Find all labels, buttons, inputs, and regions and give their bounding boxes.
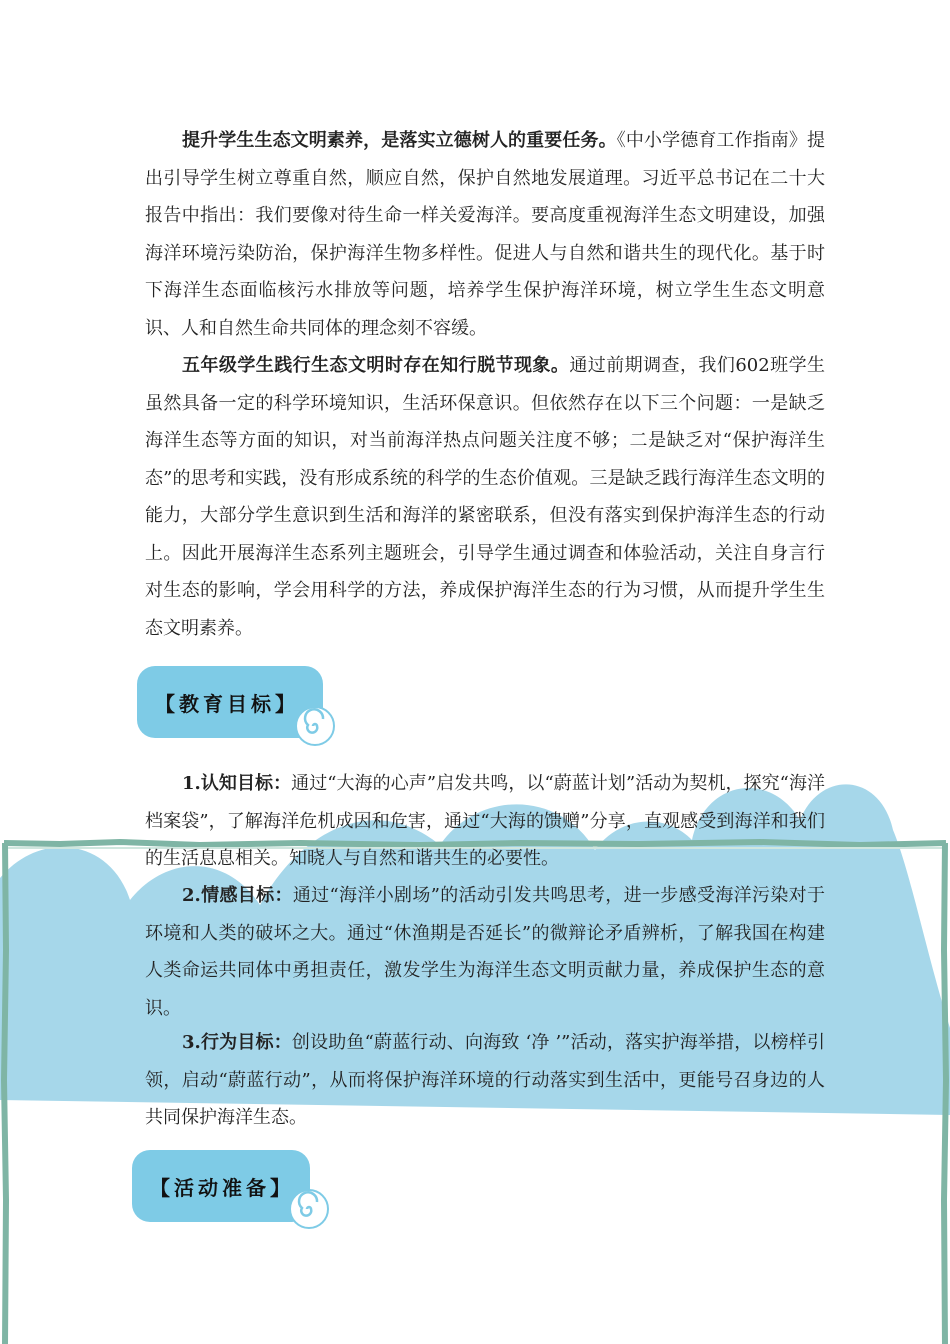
goal-cognitive — [145, 765, 825, 878]
goal-behavioral-text: 创设助鱼“蔚蓝行动、向海致 ‘净 ’”活动，落实护海举措，以榜样引领，启动“蔚蓝行动”，从而将保护海洋环境的行动落实到生活中，更能号召身边的人共同保护海洋生态。 — [145, 1032, 825, 1128]
goal-emotional-text: 通过“海洋小剧场”的活动引发共鸣思考，进一步感受海洋污染对于环境和人类的破坏之大。通过“休渔期是否延长”的微辩论矛盾辨析，了解我国在构建人类命运共同体中勇担责任，激发学生为海洋生态文明贡献力量，养成保护生态的意识。 — [145, 885, 826, 1019]
intro-paragraph-2-lead: 五年级学生践行生态文明时存在知行脱节现象。 — [182, 355, 570, 376]
goal-cognitive-label: 1.认知目标： — [182, 773, 292, 794]
goal-emotional — [145, 877, 825, 1027]
section-title-prep: 【活动准备】 — [150, 1176, 294, 1200]
section-badge-prep — [132, 1150, 310, 1222]
goal-emotional-label: 2.情感目标： — [182, 885, 293, 906]
goal-behavioral — [145, 1024, 825, 1137]
intro-paragraph-2 — [145, 347, 825, 647]
goal-cognitive-text: 通过“大海的心声”启发共鸣，以“蔚蓝计划”活动为契机，探究“海洋档案袋”，了解海洋危机成因和危害，通过“大海的馈赠”分享，直观感受到海洋和我们的生活息息相关。知晓人与自然和谐共生的必要性。 — [145, 773, 825, 869]
swirl-icon — [294, 705, 336, 747]
intro-paragraph-1-body: 《中小学德育工作指南》提出引导学生树立尊重自然，顺应自然，保护自然地发展道理。习近平总书记在二十大报告中指出：我们要像对待生命一样关爱海洋。要高度重视海洋生态文明建设，加强海洋环境污染防治，保护海洋生物多样性。促进人与自然和谐共生的现代化。基于时下海洋生态面临核污水排放等问题，培养学生保护海洋环境，树立学生生态文明意识、人和自然生命共同体的理念刻不容缓。 — [145, 130, 826, 339]
goal-behavioral-label: 3.行为目标： — [182, 1032, 292, 1053]
intro-paragraph-1-lead: 提升学生生态文明素养，是落实立德树人的重要任务。 — [182, 130, 617, 151]
intro-paragraph-2-body: 通过前期调查，我们602班学生虽然具备一定的科学环境知识，生活环保意识。但依然存在以下三个问题：一是缺乏海洋生态等方面的知识，对当前海洋热点问题关注度不够；二是缺乏对“保护海洋生态”的思考和实践，没有形成系统的科学的生态价值观。三是缺乏践行海洋生态文明的能力，大部分学生意识到生活和海洋的紧密联系，但没有落实到保护海洋生态的行动上。因此开展海洋生态系列主题班会，引导学生通过调查和体验活动，关注自身言行对生态的影响，学会用科学的方法，养成保护海洋生态的行为习惯，从而提升学生生态文明素养。 — [145, 355, 826, 639]
section-title-goals: 【教育目标】 — [155, 692, 299, 716]
swirl-icon — [288, 1188, 330, 1230]
intro-paragraph-1 — [145, 122, 825, 347]
